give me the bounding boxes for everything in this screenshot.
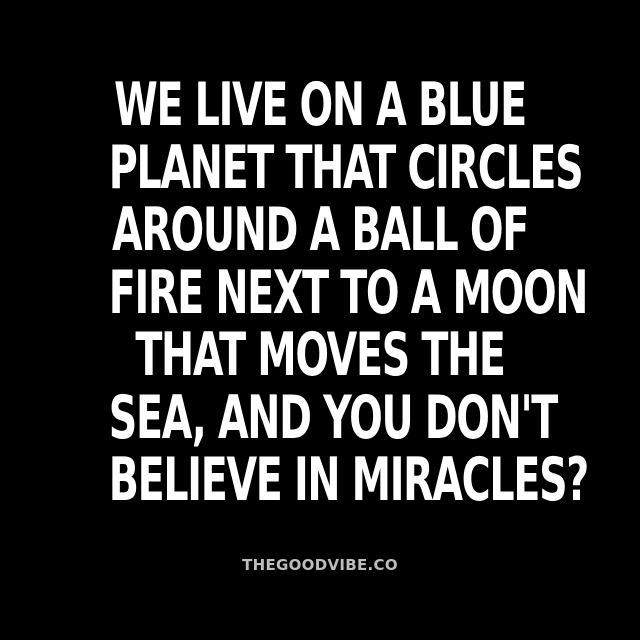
quote-text	[0, 70, 640, 515]
quote-line: AROUND A BALL OF	[112, 195, 528, 265]
quote-line: THAT MOVES THE	[135, 320, 505, 390]
quote-line: SEA, AND YOU DON'T	[108, 382, 557, 453]
quote-line: PLANET THAT CIRCLES	[108, 132, 583, 203]
quote-line: WE LIVE ON A BLUE	[114, 70, 526, 140]
watermark: THEGOODVIBE.CO	[242, 556, 398, 574]
quote-line: FIRE NEXT TO A MOON	[108, 257, 588, 328]
quote-line: BELIEVE IN MIRACLES?	[108, 445, 588, 515]
